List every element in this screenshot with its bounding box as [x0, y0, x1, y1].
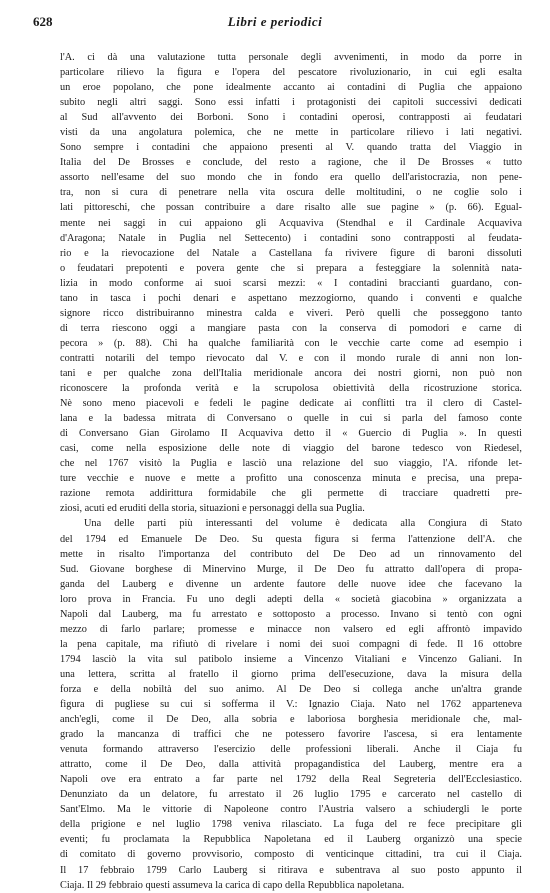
text-line: d'Aragona; Natale in Puglia nel Settecento) i contadini sono contrapposti al feudata-	[60, 232, 522, 244]
text-line: venuta formando attraverso l'esercizio delle professioni liberali. Anche il Ciaja fu	[60, 744, 522, 756]
text-line: Denunziato da un delatore, fu arrestato il 26 luglio 1795 e carcerato nel castello di	[60, 789, 522, 801]
text-line: che nel 1767 visitò la Puglia e lasciò una relazione del suo viaggio, l'A. rifonde let-	[60, 458, 522, 470]
text-line: 1794 lasciò la vita sul patibolo insieme a Vincenzo Vitaliani e Vincenzo Galiani. In	[60, 653, 522, 665]
text-line: Sant'Elmo. Ma le vittorie di Napoleone contro l'Austria valsero a schiudergli le porte	[60, 804, 522, 816]
text-line: casi, come nella esposizione delle note di viaggio del barone tedesco von Riedesel,	[60, 443, 522, 455]
text-line: particolare rilievo la figura e l'opera del pescatore rivoluzionario, in cui egli esalta	[60, 67, 522, 79]
text-line: Italia del De Brosses e conclude, del resto a ragione, che il De Brosses « tutto	[60, 157, 522, 169]
text-line: Una delle parti più interessanti del volume è dedicata alla Congiura di Stato	[84, 518, 522, 530]
text-line: contratti notarili del tempo rievocato dal V. e con il mondo rurale di anni non lon-	[60, 352, 522, 364]
text-line: lizia in modo conforme ai suoi scarsi mezzi: « I contadini braccianti guardano, con-	[60, 277, 522, 289]
text-line: ganda del Lauberg e divenne un ardente fautore delle nuove idee che facevano la	[60, 578, 522, 590]
text-line: pecora » (p. 88). Chi ha qualche familiarità con le vecchie carte come ad esempio i	[60, 337, 522, 349]
text-line: Ciaja. Il 29 febbraio questi assumeva la carica di capo della Repubblica napoletana.	[60, 879, 405, 891]
text-line: subito negli altri saggi. Sono essi infatti i protagonisti dei capitoli successivi dedicati	[60, 97, 522, 109]
text-line: razione remota addirittura formidabile che gli permette di tracciare quadretti pre-	[60, 488, 522, 500]
text-line: di terra riescono oggi a mangiare pasta con la conserva di pomodori e carne di	[60, 322, 522, 334]
page-number: 628	[33, 14, 53, 29]
text-line: eventi; fu proclamata la Repubblica Napoletana ed il Lauberg organizzò una specie	[60, 834, 522, 846]
text-line: Sud. Giovane borghese di Minervino Murge, il De Deo fu attratto dall'opera di propa-	[60, 563, 522, 575]
text-line: forza e della nobiltà del suo animo. Al De Deo si collega anche un'altra grande	[60, 683, 522, 695]
text-line: della prigione e nel luglio 1798 veniva rilasciato. La fuga del re fece precipitare gli	[60, 819, 522, 831]
text-line: signore ricco distribuiranno minestra calda e viveri. Però quelli che posseggono tanto	[60, 307, 522, 319]
text-line: riconoscere la profonda verità e la scrupolosa obiettività della ricostruzione storica.	[60, 383, 522, 395]
text-line: Nè sono meno piacevoli e fedeli le pagine dedicate ai conflitti tra il clero di Castel-	[60, 398, 522, 410]
text-line: Napoli ove era entrato a far parte nel 1792 della Real Segreteria dell'Ecclesiastico.	[60, 774, 522, 786]
text-line: grado la mancanza di traffici che ne potessero favorire l'ascesa, si era lentamente	[60, 729, 522, 741]
text-line: lati pittoreschi, che possan contribuire a dare risalto alle sue pagine » (p. 66). Egual-	[60, 202, 522, 214]
text-line: tra, non si cura di penetrare nella vita oscura delle moltitudini, o ne coglie solo i	[60, 187, 522, 199]
text-line: mente nei saggi in cui appaiono gli Acquaviva (Stendhal e il Cardinale Acquaviva	[60, 217, 522, 229]
text-line: tano in tasca i pochi denari e aspettano mezzogiorno, quando i conventi e qualche	[60, 292, 522, 304]
text-line: di Conversano Gian Girolamo II Acquaviva detto il « Guercio di Puglia ». In questi	[60, 428, 522, 440]
text-line: anch'egli, come il De Deo, alla sobria e laboriosa borghesia meridionale che, mal-	[60, 714, 522, 726]
running-head: Libri e periodici	[227, 14, 323, 29]
text-line: del 1794 ed Emanuele De Deo. Su questa figura si ferma l'attenzione dell'A. che	[60, 533, 522, 545]
text-line: una lettera, scritta al fratello il giorno prima dell'esecuzione, dava la misura della	[60, 668, 522, 680]
text-line: mette in risalto l'importanza del contributo del De Deo ad un rinnovamento del	[60, 548, 522, 560]
text-line: al Sud all'avvento dei Borboni. Sono i contadini operosi, contrapposti ai feudatari	[60, 112, 522, 124]
text-line: rio e la rievocazione del Natale a Castellana fa rivivere figure di baroni dissoluti	[60, 247, 522, 259]
text-line: figura di pugliese su cui si sofferma il V.: Ignazio Ciaja. Nato nel 1762 apparteneva	[60, 699, 522, 711]
text-line: Sono sempre i contadini che appaiono presenti al V. quando tratta del Viaggio in	[60, 142, 522, 154]
text-line: la pena capitale, ma rifiutò di rivelare i nomi dei suoi compagni di fede. Il 16 ottobre	[60, 638, 522, 650]
text-line: Napoli dal Lauberg, ma fu arrestato e sottoposto a processo. Invano si tentò con ogni	[60, 608, 522, 620]
text-line: Il 17 febbraio 1799 Carlo Lauberg si ritirava e subentrava al suo posto appunto il	[60, 864, 522, 876]
text-line: l'A. ci dà una valutazione tutta personale degli avvenimenti, in modo da porre in	[60, 52, 522, 63]
text-line: o feudatari prepotenti e povera gente che si prepara a festeggiare la solennità nata-	[60, 262, 522, 274]
text-line: ziosi, acuti ed eruditi della storia, situazioni e personaggi della sua Puglia.	[60, 503, 365, 515]
text-line: lana e la badessa mitrata di Conversano o quelle in cui si parla del famoso conte	[60, 413, 522, 425]
body-text	[60, 50, 522, 893]
text-line: visti da una angolatura polemica, che ne mette in particolare rilievo i lati negativi.	[60, 127, 522, 139]
text-line: loro prova in Francia. Fu uno degli adepti della « società giacobina » organizzata a	[60, 593, 522, 605]
text-line: ture vecchie e nuove e mette a profitto una conoscenza minuta e precisa, una prepa-	[60, 473, 522, 485]
text-line: un eroe popolano, che pone idealmente accanto ai contadini di Puglia che appaiono	[60, 82, 522, 94]
text-line: tani e per qualche zona dell'Italia meridionale ancora dei nostri giorni, non può non	[60, 367, 522, 379]
text-line: assorto nell'esame del suo mondo che in fondo era quello dell'aristocrazia, non pene-	[60, 172, 522, 184]
page-header	[0, 14, 550, 36]
text-line: attratto, come il De Deo, dalla attività propagandistica del Lauberg, mentre era a	[60, 759, 522, 771]
text-line: di comitato di governo provvisorio, composto di venticinque cittadini, tra cui il Ciaja.	[60, 849, 522, 861]
text-line: mezzo di farlo parlare; promesse e minacce non valsero ed egli affrontò impavido	[60, 623, 522, 635]
